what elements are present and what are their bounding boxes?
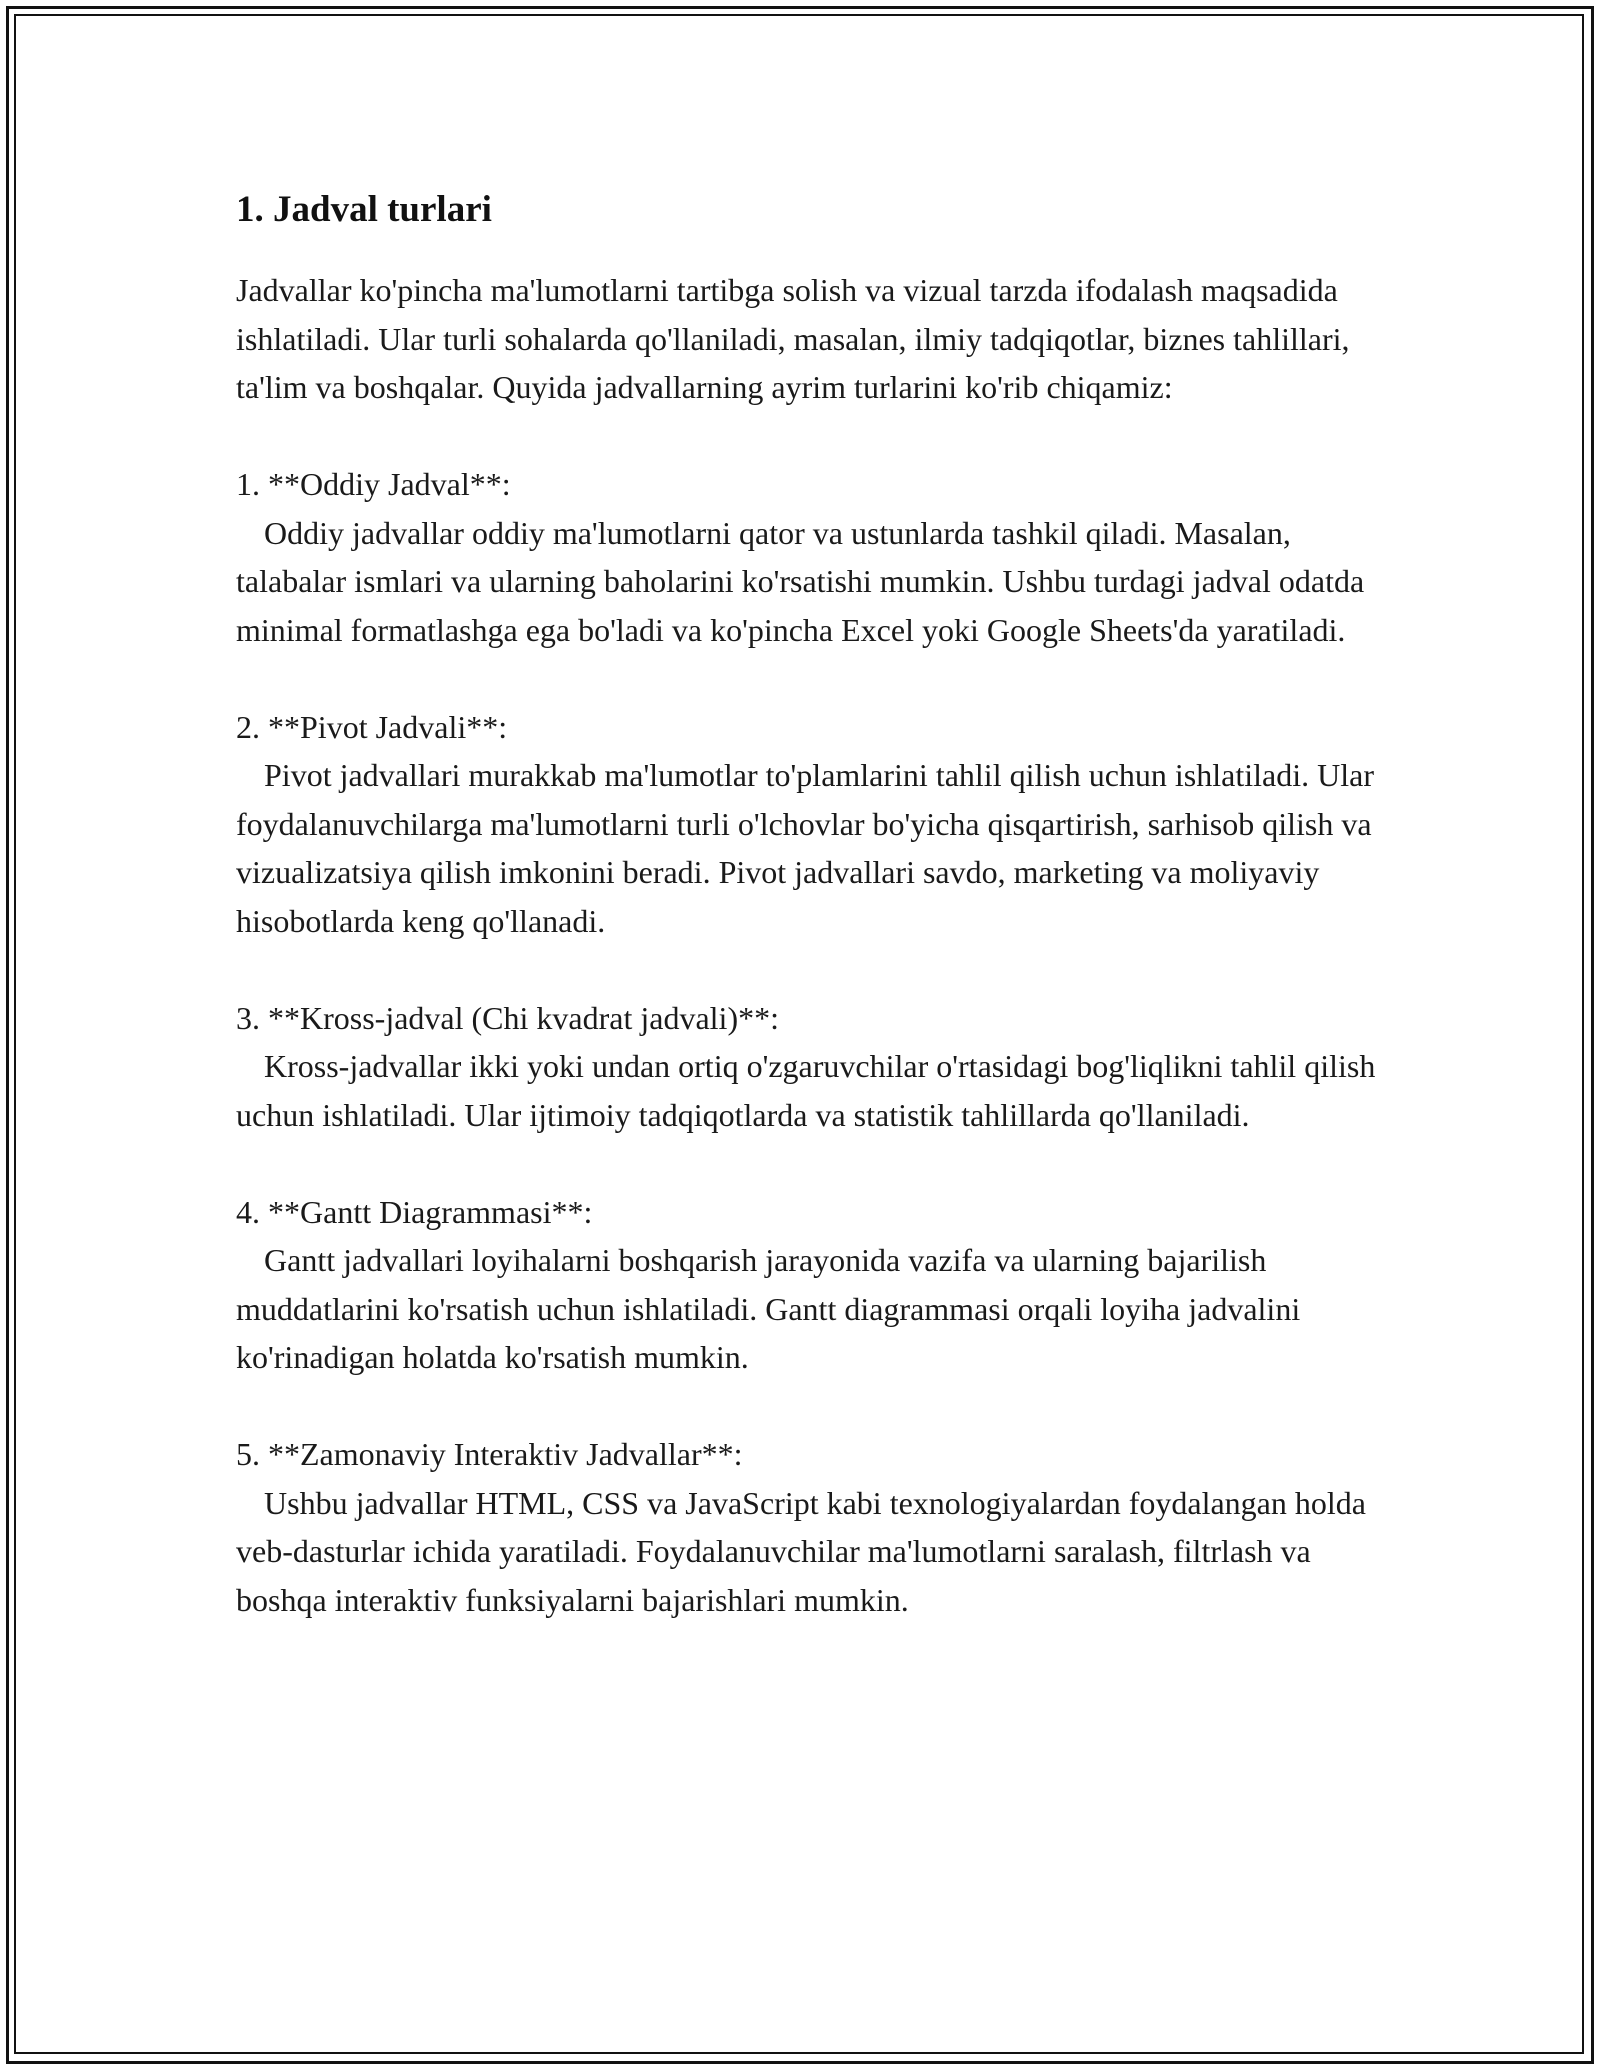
document-body: [236, 186, 1386, 1624]
list-item-body: Oddiy jadvallar oddiy ma'lumotlarni qator va ustunlarda tashkil qiladi. Masalan, talabalar ismlari va ularning baholarini ko'rsatishi mumkin. Ushbu turdagi jadval odatda minimal formatlashga ega bo'ladi va ko'pincha Excel yoki Google Sheets'da yaratiladi.: [236, 514, 1365, 648]
list-item-body: Ushbu jadvallar HTML, CSS va JavaScript kabi texnologiyalardan foydalangan holda veb-dasturlar ichida yaratiladi. Foydalanuvchilar ma'lumotlarni saralash, filtrlash va boshqa interaktiv funksiyalarni bajarishlari mumkin.: [236, 1484, 1366, 1618]
list-item: [236, 460, 1386, 654]
section-heading: 1. Jadval turlari: [236, 189, 492, 230]
spacer: [236, 654, 1386, 703]
spacer: [236, 412, 1386, 461]
list-item-title: 4. **Gantt Diagrammasi**:: [236, 1193, 593, 1230]
list-item: [236, 994, 1386, 1140]
list-item-body: Kross-jadvallar ikki yoki undan ortiq o'zgaruvchilar o'rtasidagi bog'liqlikni tahlil qilish uchun ishlatiladi. Ular ijtimoiy tadqiqotlarda va statistik tahlillarda qo'llaniladi.: [236, 1048, 1376, 1133]
list-item: [236, 1430, 1386, 1624]
list-item: [236, 703, 1386, 946]
list-item-body: Pivot jadvallari murakkab ma'lumotlar to'plamlarini tahlil qilish uchun ishlatiladi. Ular foydalanuvchilarga ma'lumotlarni turli o'lchovlar bo'yicha qisqartirish, sarhisob qilish va vizualizatsiya qilish imkonini beradi. Pivot jadvallari savdo, marketing va moliyaviy hisobotlarda keng qo'llanadi.: [236, 757, 1374, 939]
spacer: [236, 1382, 1386, 1431]
list-item-title: 3. **Kross-jadval (Chi kvadrat jadvali)**:: [236, 999, 779, 1036]
intro-paragraph: Jadvallar ko'pincha ma'lumotlarni tartibga solish va vizual tarzda ifodalash maqsadida ishlatiladi. Ular turli sohalarda qo'llaniladi, masalan, ilmiy tadqiqotlar, biznes tahlillari, ta'lim va boshqalar. Quyida jadvallarning ayrim turlarini ko'rib chiqamiz:: [236, 272, 1358, 405]
list-item-title: 2. **Pivot Jadvali**:: [236, 708, 508, 745]
list-item-body: Gantt jadvallari loyihalarni boshqarish jarayonida vazifa va ularning bajarilish muddatlarini ko'rsatish uchun ishlatiladi. Gantt diagrammasi orqali loyiha jadvalini ko'rinadigan holatda ko'rsatish mumkin.: [236, 1242, 1301, 1375]
list-item: [236, 1188, 1386, 1382]
spacer: [236, 1139, 1386, 1188]
list-item-title: 1. **Oddiy Jadval**:: [236, 466, 511, 502]
spacer: [236, 945, 1386, 994]
list-item-title: 5. **Zamonaviy Interaktiv Jadvallar**:: [236, 1436, 743, 1472]
